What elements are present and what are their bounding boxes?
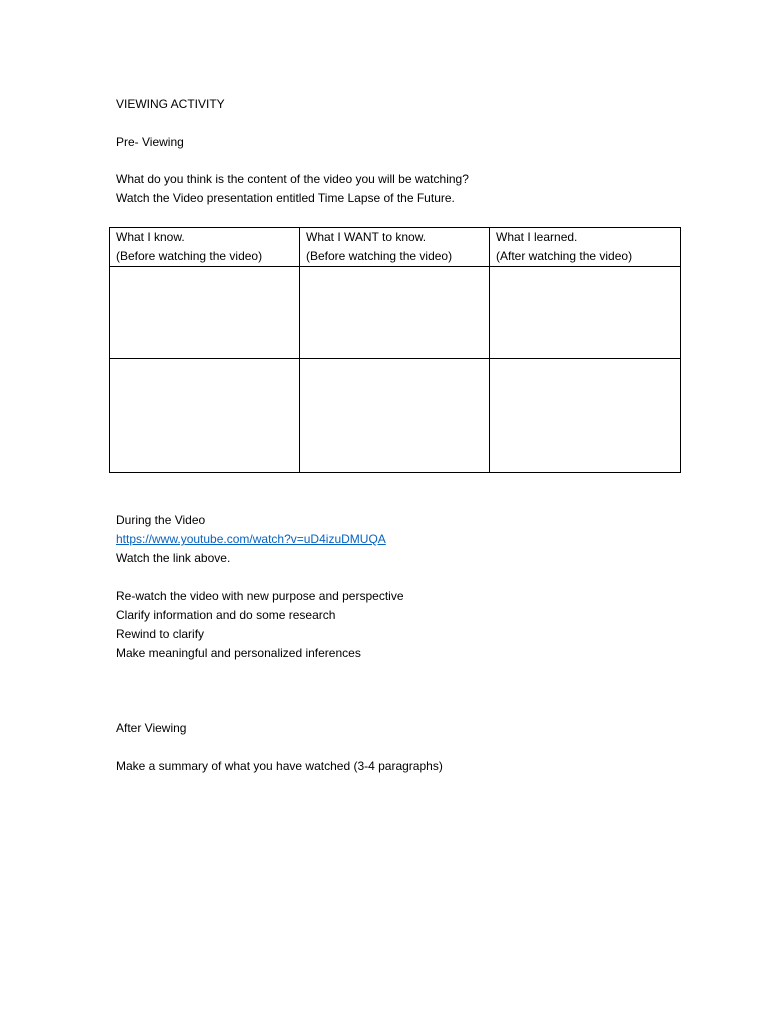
kwl-header-know: [110, 228, 300, 267]
kwl-cell-want[interactable]: [300, 359, 490, 473]
kwl-cell-want[interactable]: [300, 267, 490, 359]
pre-viewing-instruction: Watch the Video presentation entitled Time Lapse of the Future.: [116, 191, 455, 205]
during-step: Rewind to clarify: [116, 627, 205, 641]
document-title: VIEWING ACTIVITY: [116, 97, 225, 111]
header-label: What I know.: [116, 230, 185, 244]
pre-viewing-heading: Pre- Viewing: [116, 135, 184, 149]
kwl-header-row: [110, 228, 681, 267]
kwl-answer-row: [110, 267, 681, 359]
kwl-cell-know[interactable]: [110, 267, 300, 359]
during-step: Re-watch the video with new purpose and perspective: [116, 589, 404, 603]
after-viewing-heading: After Viewing: [116, 721, 187, 735]
kwl-cell-learned[interactable]: [490, 267, 681, 359]
kwl-cell-learned[interactable]: [490, 359, 681, 473]
kwl-cell-know[interactable]: [110, 359, 300, 473]
header-sublabel: (After watching the video): [496, 249, 633, 263]
pre-viewing-question: What do you think is the content of the video you will be watching?: [116, 172, 469, 186]
header-label: What I learned.: [496, 230, 578, 244]
kwl-answer-row: [110, 359, 681, 473]
video-link[interactable]: https://www.youtube.com/watch?v=uD4izuDMUQA: [116, 532, 386, 546]
after-viewing-task: Make a summary of what you have watched (3-4 paragraphs): [116, 759, 443, 773]
header-label: What I WANT to know.: [306, 230, 427, 244]
during-video-heading: During the Video: [116, 513, 206, 527]
during-step: Clarify information and do some research: [116, 608, 336, 622]
header-sublabel: (Before watching the video): [306, 249, 453, 263]
kwl-header-learned: [490, 228, 681, 267]
watch-note: Watch the link above.: [116, 551, 231, 565]
kwl-table: [109, 227, 681, 473]
header-sublabel: (Before watching the video): [116, 249, 263, 263]
during-step: Make meaningful and personalized inferences: [116, 646, 361, 660]
kwl-header-want: [300, 228, 490, 267]
